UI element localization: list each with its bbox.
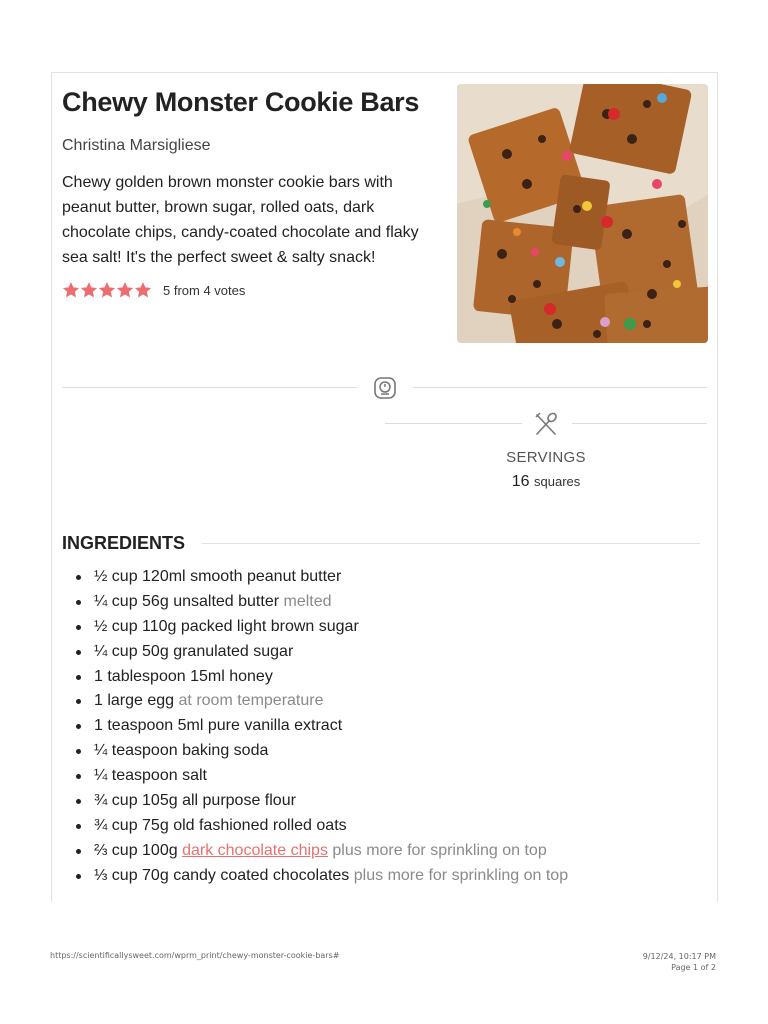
recipe-card <box>51 72 718 902</box>
ingredient-notes: melted <box>283 592 332 610</box>
star-icon[interactable] <box>134 281 152 299</box>
ingredient-name: salt <box>182 767 207 785</box>
ingredient-name: packed light brown sugar <box>180 617 359 635</box>
ingredients-list <box>76 565 568 889</box>
ingredient-amount: 1 large <box>94 692 143 710</box>
footer-datetime: 9/12/24, 10:17 PM <box>642 952 716 961</box>
ingredient-amount: ½ cup 120ml <box>94 568 186 585</box>
ingredient-amount: ¼ teaspoon <box>94 742 178 760</box>
ingredient-name: old fashioned rolled oats <box>173 816 347 834</box>
ingredient-notes: plus more for sprinkling on top <box>332 841 547 859</box>
ingredient-amount: 1 tablespoon 15ml <box>94 667 225 685</box>
ingredient-amount: ⅓ cup 70g <box>94 866 169 884</box>
ingredient-amount: ¼ cup 50g <box>94 642 169 660</box>
fork-spoon-icon <box>533 411 559 437</box>
ingredient-name: smooth peanut butter <box>190 568 342 585</box>
footer-meta <box>643 951 716 973</box>
ingredient-item <box>76 839 568 864</box>
ingredient-amount: ¾ cup 75g <box>94 816 169 834</box>
ingredient-item <box>76 565 568 590</box>
cookie-bars-image <box>457 84 708 343</box>
ingredient-item <box>76 689 568 714</box>
ingredient-amount: 1 teaspoon 5ml <box>94 717 204 735</box>
ingredients-header: INGREDIENTS <box>62 533 186 553</box>
ingredient-item <box>76 814 568 839</box>
ingredient-amount: ⅔ cup 100g <box>94 841 178 859</box>
ingredient-name: pure vanilla extract <box>207 717 343 735</box>
ingredient-name: granulated sugar <box>173 642 294 660</box>
star-icon[interactable] <box>116 281 134 299</box>
recipe-author: Christina Marsigliese <box>62 137 211 154</box>
star-icon[interactable] <box>98 281 116 299</box>
footer-page-number: Page 1 of 2 <box>671 963 716 972</box>
recipe-rating[interactable] <box>62 281 245 299</box>
ingredient-name: candy coated chocolates <box>173 866 350 884</box>
star-icon[interactable] <box>80 281 98 299</box>
ingredient-amount: ¼ teaspoon <box>94 767 178 785</box>
ingredient-item <box>76 739 568 764</box>
ingredient-notes: at room temperature <box>178 692 324 710</box>
equipment-divider-right <box>413 387 707 388</box>
ingredient-item <box>76 864 568 889</box>
ingredient-name: egg <box>147 692 175 710</box>
ingredients-divider <box>202 543 700 544</box>
recipe-title: Chewy Monster Cookie Bars <box>62 87 420 117</box>
ingredient-item <box>76 665 568 690</box>
ingredient-item <box>76 789 568 814</box>
ingredient-item <box>76 640 568 665</box>
footer-url: https://scientificallysweet.com/wprm_print/chewy-monster-cookie-bars# <box>50 951 340 960</box>
servings-divider-right <box>572 423 707 424</box>
ingredient-name: honey <box>229 667 273 685</box>
equipment-divider-left <box>62 387 357 388</box>
recipe-photo <box>457 84 708 343</box>
servings-value[interactable] <box>486 473 606 491</box>
ingredient-item <box>76 714 568 739</box>
ingredient-notes: plus more for sprinkling on top <box>353 866 569 884</box>
servings-amount[interactable]: 16 <box>511 473 530 490</box>
ingredient-amount: ¾ cup 105g <box>94 792 178 810</box>
ingredient-item <box>76 764 568 789</box>
ingredient-amount: ½ cup 110g <box>94 617 177 635</box>
ingredient-item <box>76 590 568 615</box>
servings-divider-left <box>385 423 522 424</box>
rating-text: 5 from 4 votes <box>163 282 246 298</box>
star-icon[interactable] <box>62 281 80 299</box>
ingredient-name: all purpose flour <box>182 792 296 810</box>
servings-label: SERVINGS <box>506 449 586 466</box>
ingredient-link[interactable]: dark chocolate chips <box>182 841 328 859</box>
kitchen-scale-icon <box>373 376 397 400</box>
servings-unit: squares <box>534 474 581 489</box>
ingredient-amount: ¼ cup 56g <box>94 592 169 610</box>
ingredient-name: baking soda <box>182 742 269 760</box>
rating-stars[interactable] <box>62 281 152 299</box>
ingredient-item <box>76 615 568 640</box>
ingredient-name: unsalted butter <box>173 592 280 610</box>
recipe-summary: Chewy golden brown monster cookie bars with peanut butter, brown sugar, rolled oats, dark chocolate chips, candy-coated chocolate and flaky sea salt! It's the perfect sweet & salty snack! <box>62 174 419 266</box>
